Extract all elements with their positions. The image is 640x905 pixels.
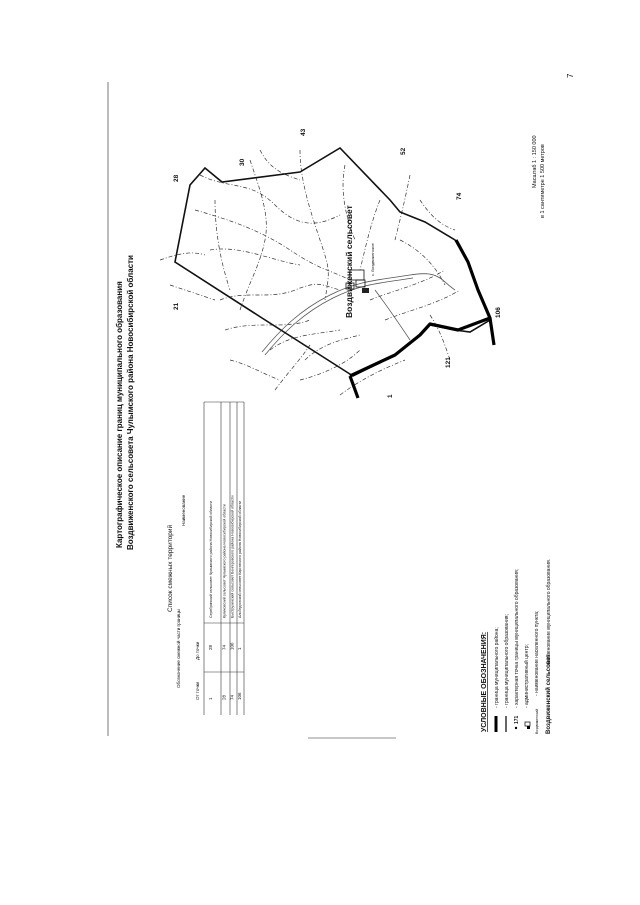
legend-title: УСЛОВНЫЕ ОБОЗНАЧЕНИЯ: — [481, 631, 488, 732]
municipality-boundary — [175, 148, 490, 376]
legend-text-district-boundary: - граница муниципального района; — [494, 627, 500, 708]
point-label-1: 1 — [387, 394, 394, 398]
legend-symbol-settlement-name: Воздвиженский — [535, 708, 539, 734]
table-row-2-from: 28 — [221, 694, 227, 700]
table-row-4-name: Альбедюнский сельсовет Каргатского района Новосибирской области — [238, 501, 242, 618]
point-label-28: 28 — [173, 174, 180, 182]
district-boundary-west — [350, 376, 358, 398]
point-label-43: 43 — [300, 128, 307, 136]
legend-symbol-point-icon — [515, 727, 517, 729]
table-row-1-from: 1 — [208, 697, 213, 700]
title-line-1: Картографическое описание границ муниципального образования — [115, 281, 124, 548]
table-row-2-to: 74 — [221, 644, 227, 650]
legend-symbol-municipality-name: Воздвиженский сельсовет — [546, 654, 552, 734]
point-label-21: 21 — [173, 302, 180, 310]
table-row-2-name: Куликовский сельсовет Чулымского района Новосибирской области — [222, 504, 227, 618]
table-row-3-name: Быструхинский сельсовет Венгеровского района Новосибирской области — [230, 495, 235, 618]
table-header-from: От точки — [195, 681, 200, 700]
point-label-52: 52 — [400, 147, 407, 155]
legend-text-point: - характерная точка границы муниципального образования; — [514, 568, 520, 708]
title-line-2: Воздвиженского сельсовета Чулымского района Новосибирской области — [126, 255, 135, 550]
admin-center-icon — [525, 722, 530, 729]
road-network — [160, 150, 460, 395]
point-label-121: 121 — [445, 357, 452, 368]
table-row-4-to: 1 — [237, 647, 242, 650]
table-row-1-name: Серебрянский сельсовет Чулымского района Новосибирской области — [209, 501, 213, 618]
legend-text-municipality-name: - наименование муниципального образования. — [546, 558, 552, 668]
document-title — [115, 255, 135, 550]
legend-symbol-point-number: 171 — [514, 715, 520, 724]
page-number: 7 — [566, 73, 575, 78]
table-header-name: Наименование — [181, 494, 186, 526]
point-label-74: 74 — [456, 192, 463, 200]
legend-text-municipal-boundary: - граница муниципального образования; — [504, 614, 510, 708]
settlement-label: с. Воздвиженское — [370, 243, 375, 276]
table-title: Список смежных территорий — [167, 524, 174, 612]
table-row-3-to: 106 — [229, 642, 235, 650]
map-area — [160, 128, 546, 398]
scale-text-1: Масштаб 1 : 150 000 — [532, 135, 538, 188]
table-row-3-from: 74 — [229, 694, 235, 700]
point-label-106: 106 — [495, 307, 502, 318]
scale-text-2: в 1 сантиметре 1 500 метров — [540, 144, 546, 218]
legend — [481, 559, 552, 734]
municipality-label: Воздвиженский сельсовет — [344, 205, 354, 318]
table-row-1-to: 28 — [208, 644, 213, 650]
point-label-30: 30 — [239, 158, 246, 166]
main-road — [262, 274, 455, 355]
table-header-to: До точки — [195, 641, 200, 660]
table-row-4-from: 106 — [237, 692, 242, 700]
legend-text-admin-center: - административный центр; — [524, 644, 530, 708]
table-header-group: Обозначение смежной части границы — [176, 608, 181, 688]
adjacent-territories-table — [166, 402, 244, 715]
legend-text-settlement-name: - наименование населенного пункта; — [534, 610, 540, 696]
